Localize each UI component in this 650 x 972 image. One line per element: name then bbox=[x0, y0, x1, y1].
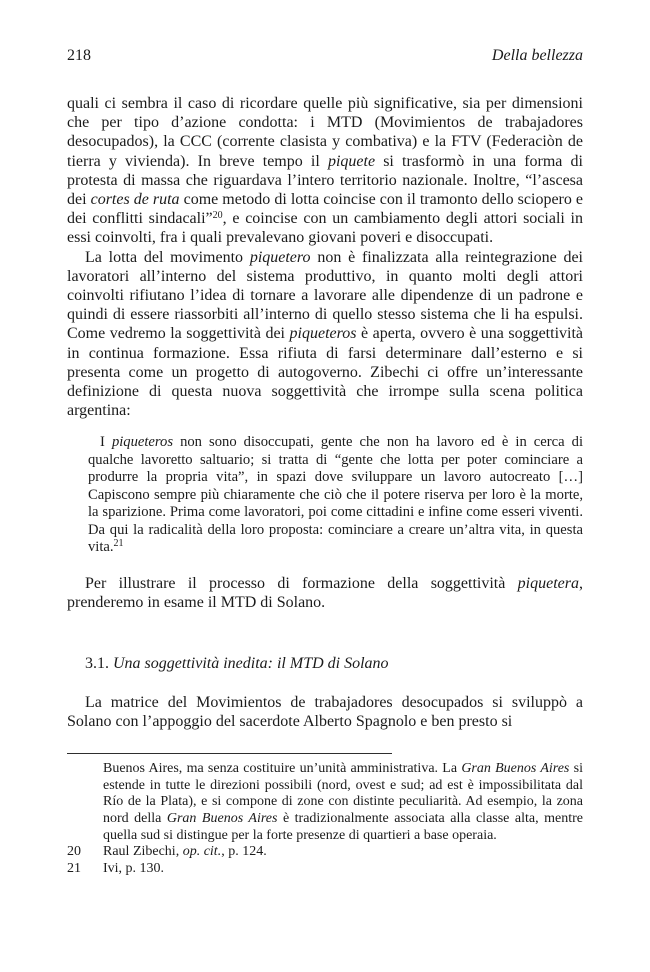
italic-text: Gran Buenos Aires bbox=[166, 811, 278, 827]
italic-text: piqueteros bbox=[111, 434, 174, 451]
italic-text: piqueteros bbox=[289, 325, 357, 343]
text-run: Per illustrare il processo di formazione della soggettività bbox=[85, 574, 518, 592]
text-run: è aperta, ovvero è una soggettività in continua formazione. Essa rifiuta di farsi determinare dall’esterno e si presenta come un progetto di autogoverno. Zibechi ci offre un’interessante definizione di questa nuova soggettività che irrompe sulla scena politica argentina: bbox=[67, 325, 584, 420]
text-run: come metodo di lotta coincise con il tramonto dello sciopero e dei conflitti sindacali” bbox=[67, 191, 584, 228]
text-run: si estende in tutte le direzioni possibili (nord, ovest e sud; ad est è impossibilitata dal Río de la Plata), e si compone di zone con distinte peculiarità. Ad esempio, la zona nord della bbox=[103, 760, 583, 827]
text-run: , p. 124. bbox=[221, 844, 267, 860]
page-body bbox=[67, 94, 583, 731]
italic-text: cortes de ruta bbox=[90, 191, 180, 209]
footnotes-section bbox=[67, 753, 583, 878]
italic-text: piquetera bbox=[517, 574, 579, 592]
section-number: 3.1. bbox=[85, 655, 113, 673]
paragraph bbox=[67, 94, 583, 248]
text-run: I bbox=[100, 434, 112, 451]
paragraph bbox=[67, 574, 583, 612]
text-run: non è finalizzata alla reintegrazione dei lavoratori all’interno del sistema produttivo, in quanto molti degli attori coinvolti rifiutano l’idea di tornare a lavorare alle dipendenze di un padrone e quindi di essere riassorbiti all’interno di quello stesso sistema che li ha espulsi. Come vedremo la soggettività dei bbox=[67, 248, 583, 343]
text-run: , e coincise con un cambiamento degli attori sociali in essi coinvolti, fra i quali prevalevano giovani poveri e disoccupati. bbox=[67, 210, 584, 247]
running-title: Della bellezza bbox=[491, 47, 583, 64]
text-run: non sono disoccupati, gente che non ha lavoro ed è in cerca di qualche lavoretto saltuario; si tratta di “gente che lotta per poter cominciare a produrre la propria vita”, in spazi dove sviluppare un lavoro autocreato […] Capiscono sempre più chiaramente che ciò che il potere riserva per loro è la morte, la sparizione. Prima come lavoratori, poi come cittadini e infine come esseri viventi. Da qui la radicalità della loro proposta: cominciare a creare un’altra vita, in questa vita. bbox=[88, 434, 583, 556]
text-run: Ivi, p. 130. bbox=[103, 861, 165, 877]
footnote-continuation bbox=[67, 761, 583, 845]
footnote bbox=[67, 844, 583, 861]
footnote bbox=[67, 861, 583, 878]
text-run: quali ci sembra il caso di ricordare quelle più significative, sia per dimensioni che per tipo d’azione condotta: i MTD (Movimientos de trabajadores desocupados), la CCC (corrente clasista y combativa) e la FTV (Federaciòn de tierra y vivienda). In breve tempo il bbox=[67, 95, 583, 170]
footnote-number: 20 bbox=[67, 844, 81, 860]
footnote-number: 21 bbox=[67, 861, 81, 877]
text-run: Buenos Aires, ma senza costituire un’unità amministrativa. La bbox=[103, 760, 462, 776]
page-header bbox=[67, 46, 583, 65]
paragraph bbox=[67, 693, 583, 731]
paragraph bbox=[67, 248, 583, 421]
italic-text: Gran Buenos Aires bbox=[461, 760, 570, 776]
footnote-ref: 21 bbox=[113, 538, 124, 550]
text-run: si trasformò in una forma di protesta di massa che riguardava l’intero territorio nazionale. Inoltre, “l’ascesa dei bbox=[67, 152, 583, 209]
footnote-list bbox=[67, 761, 583, 878]
italic-text: piquetero bbox=[249, 248, 311, 266]
italic-text: op. cit. bbox=[182, 844, 222, 860]
section-title: Una soggettività inedita: il MTD di Solano bbox=[113, 655, 389, 673]
footnote-separator bbox=[67, 753, 392, 754]
italic-text: piquete bbox=[327, 152, 376, 170]
footnote-ref: 20 bbox=[212, 210, 223, 222]
text-run: La matrice del Movimientos de trabajadores desocupados si sviluppò a Solano con l’appoggio del sacerdote Alberto Spagnolo e ben presto si bbox=[67, 693, 583, 730]
section-heading bbox=[67, 654, 583, 673]
text-run: , prenderemo in esame il MTD di Solano. bbox=[67, 574, 583, 612]
text-run: Raul Zibechi, bbox=[103, 844, 183, 860]
block-quote bbox=[88, 434, 583, 557]
page-number: 218 bbox=[67, 47, 91, 64]
text-run: è tradizionalmente associata alla classe alta, mentre quella sud si distingue per la forte presenze di quartieri a base operaia. bbox=[103, 811, 583, 843]
text-run: La lotta del movimento bbox=[85, 248, 250, 266]
